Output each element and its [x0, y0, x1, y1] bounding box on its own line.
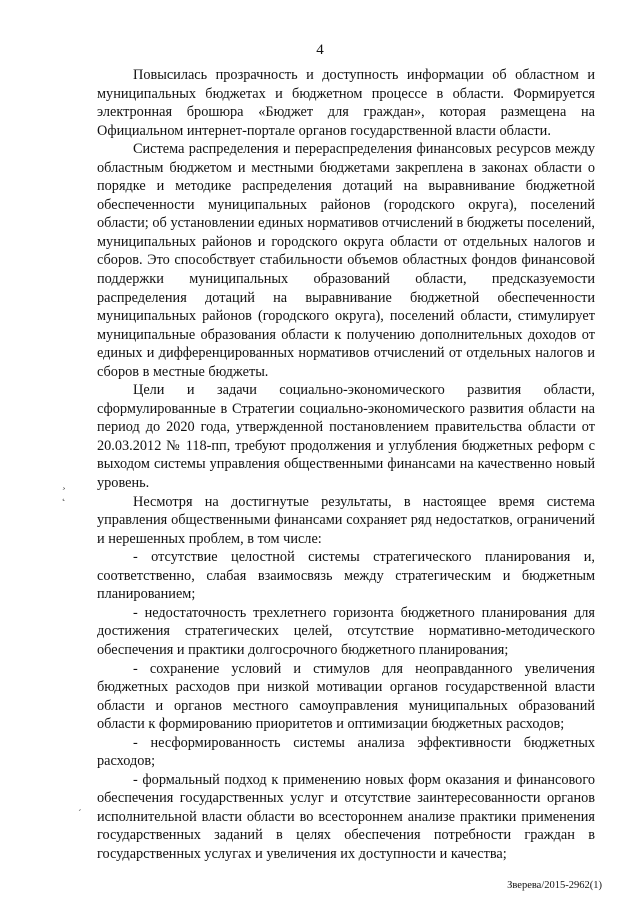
paragraph-distribution-system: Система распределения и перераспределения финансовых ресурсов между областным бюджетом и местными бюджетами закреплена в законах области о порядке и методике распределения дотаций на выравнивание бюджетной обеспеченности муниципальных районов (городского округа), поселений области; об установлении единых нормативов отчислений в бюджеты поселений, муниципальных районов и городского округа области от отдельных налогов и сборов. Это способствует стабильности объемов областных фондов финансовой поддержки муниципальных образований области, предсказуемости распределения дотаций на выравнивание бюджетной обеспеченности муниципальных районов (городского округа), поселений области, стимулирует муниципальные образования области к получению дополнительных доходов от единых и дифференцированных нормативов отчислений от отдельных налогов и сборов в местные бюджеты. — [97, 141, 595, 380]
scan-mark-tick: ˊ — [78, 808, 82, 820]
document-body — [97, 66, 595, 864]
list-item: - сохранение условий и стимулов для неоправданного увеличения бюджетных расходов при низкой мотивации органов государственной власти области и органов местного самоуправления муниципальных образований области к формированию приоритетов и оптимизации бюджетных расходов; — [97, 660, 595, 733]
list-item: - отсутствие целостной системы стратегического планирования и, соответственно, слабая взаимосвязь между стратегическим и бюджетным планированием; — [97, 549, 595, 603]
paragraph-transparency: Повысилась прозрачность и доступность информации об областном и муниципальных бюджетах и бюджетном процессе в области. Формируется электронная брошюра «Бюджет для граждан», которая размещена на Официальном интернет-портале органов государственной власти области. — [97, 67, 595, 139]
footer-reference: Зверева/2015-2962(1) — [507, 880, 602, 891]
scan-mark-left-2: ˛ — [62, 490, 66, 502]
list-item: - несформированность системы анализа эффективности бюджетных расходов; — [97, 734, 595, 770]
paragraph-goals: Цели и задачи социально-экономического развития области, сформулированные в Стратегии социально-экономического развития области на период до 2020 года, утвержденной постановлением правительства области от 20.03.2012 № 118-пп, требуют продолжения и углубления бюджетных реформ с выходом системы управления общественными финансами на качественно новый уровень. — [97, 382, 595, 492]
list-item: - формальный подход к применению новых форм оказания и финансового обеспечения государственных услуг и отсутствие заинтересованности органов исполнительной власти области во всестороннем анализе практики применения государственных заданий в целях обеспечения потребности граждан в государственных услугах и увеличения их доступности и качества; — [97, 771, 595, 862]
paragraph-problems-intro: Несмотря на достигнутые результаты, в настоящее время система управления общественными финансами сохраняет ряд недостатков, ограничений и нерешенных проблем, в том числе: — [97, 493, 595, 547]
scan-mark-left: ¸ — [62, 478, 66, 490]
list-item: - недостаточность трехлетнего горизонта бюджетного планирования для достижения стратегических целей, отсутствие нормативно-методического обеспечения и практики долгосрочного бюджетного планирования; — [97, 604, 595, 658]
page-number: 4 — [316, 42, 324, 58]
